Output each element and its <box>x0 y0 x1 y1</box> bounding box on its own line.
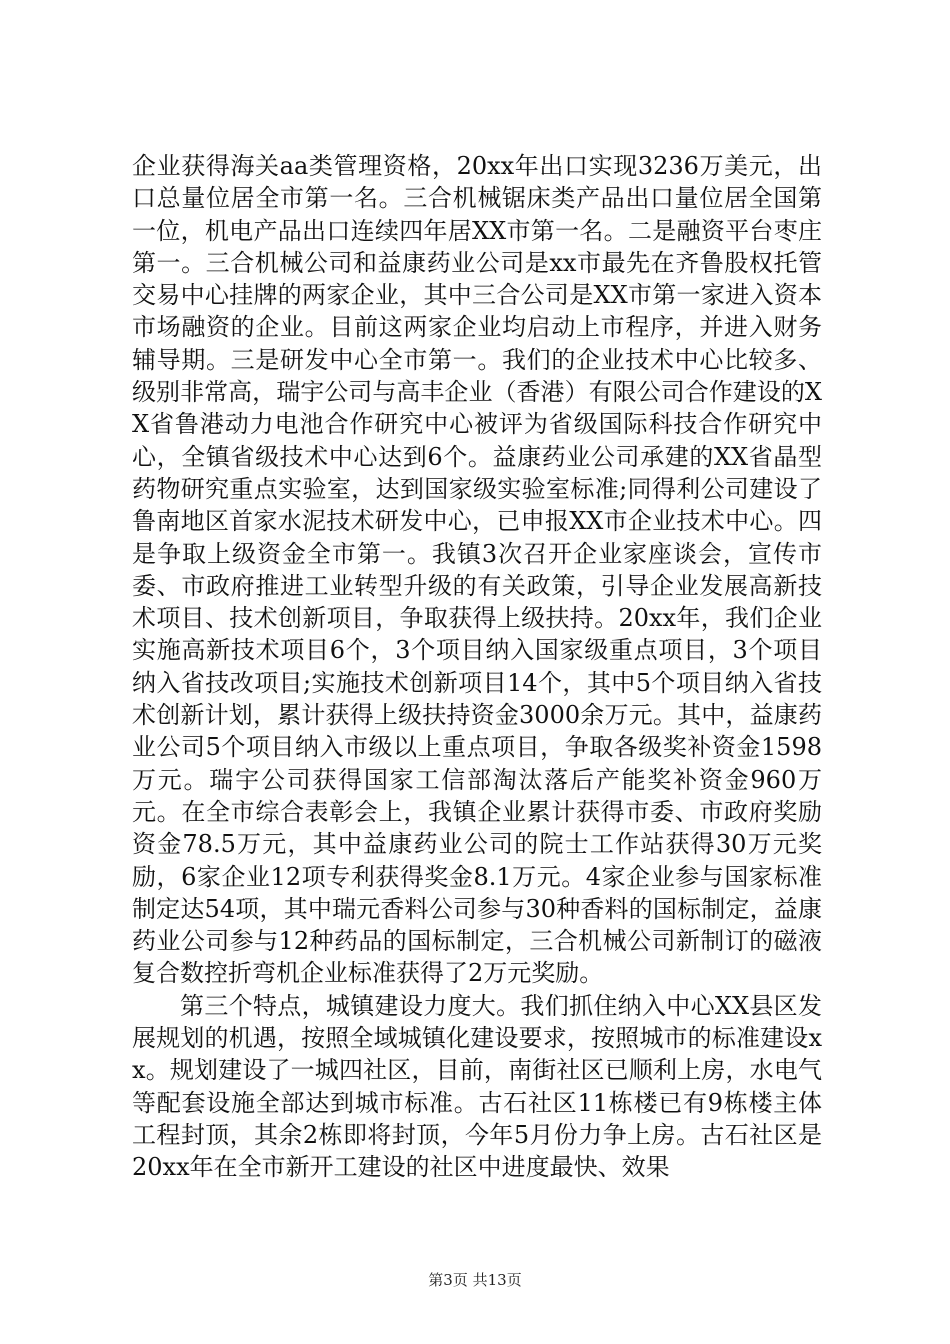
paragraph-continued: 企业获得海关aa类管理资格，20xx年出口实现3236万美元，出口总量位居全市第一名。三合机械锯床类产品出口量位居全国第一位，机电产品出口连续四年居XX市第一名。二是融资平台枣庄第一。三合机械公司和益康药业公司是xx市最先在齐鲁股权托管交易中心挂牌的两家企业，其中三合公司是XX市第一家进入资本市场融资的企业。目前这两家企业均启动上市程序，并进入财务辅导期。三是研发中心全市第一。我们的企业技术中心比较多、级别非常高，瑞宇公司与高丰企业（香港）有限公司合作建设的XX省鲁港动力电池合作研究中心被评为省级国际科技合作研究中心，全镇省级技术中心达到6个。益康药业公司承建的XX省晶型药物研究重点实验室，达到国家级实验室标准;同得利公司建设了鲁南地区首家水泥技术研发中心，已申报XX市企业技术中心。四是争取上级资金全市第一。我镇3次召开企业家座谈会，宣传市委、市政府推进工业转型升级的有关政策，引导企业发展高新技术项目、技术创新项目，争取获得上级扶持。20xx年，我们企业实施高新技术项目6个，3个项目纳入国家级重点项目，3个项目纳入省技改项目;实施技术创新项目14个，其中5个项目纳入省技术创新计划，累计获得上级扶持资金3000余万元。其中，益康药业公司5个项目纳入市级以上重点项目，争取各级奖补资金1598万元。瑞宇公司获得国家工信部淘汰落后产能奖补资金960万元。在全市综合表彰会上，我镇企业累计获得市委、市政府奖励资金78.5万元，其中益康药业公司的院士工作站获得30万元奖励，6家企业12项专利获得奖金8.1万元。4家企业参与国家标准制定达54项，其中瑞元香料公司参与30种香料的国标制定，益康药业公司参与12种药品的国标制定，三合机械公司新制订的磁液复合数控折弯机企业标准获得了2万元奖励。 <box>132 152 822 988</box>
page-number-footer: 第3页 共13页 <box>428 1271 522 1289</box>
document-body <box>132 150 822 1184</box>
paragraph-third-feature: 第三个特点，城镇建设力度大。我们抓住纳入中心XX县区发展规划的机遇，按照全域城镇化建设要求，按照城市的标准建设xx。规划建设了一城四社区，目前，南街社区已顺利上房，水电气等配套设施全部达到城市标准。古石社区11栋楼已有9栋楼主体工程封顶，其余2栋即将封顶，今年5月份力争上房。古石社区是20xx年在全市新开工建设的社区中进度最快、效果 <box>132 991 822 1182</box>
